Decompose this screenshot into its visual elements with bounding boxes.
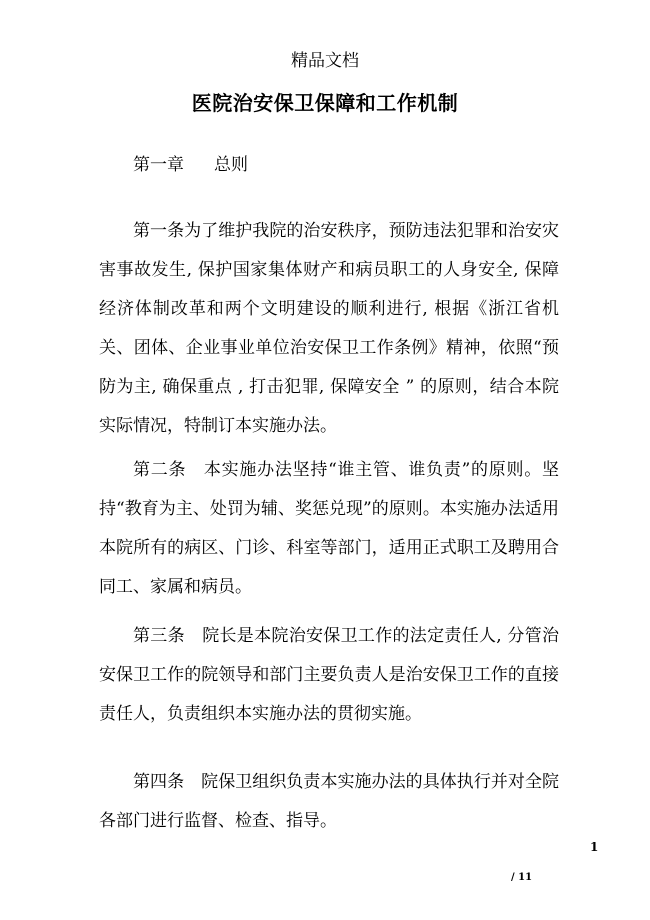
article-1 — [99, 212, 559, 446]
chapter-heading — [133, 150, 248, 175]
article-4 — [99, 763, 559, 841]
page-header: 精品文档 — [291, 51, 359, 71]
article-text: 第二条 本实施办法坚持“谁主管、谁负责”的原则。坚持“教育为主、处罚为辅、奖惩兑现”的原则。本实施办法适用本院所有的病区、门诊、科室等部门，适用正式职工及聘用合同工、家属和病员。 — [99, 460, 559, 597]
article-text: 第一条为了维护我院的治安秩序，预防违法犯罪和治安灾害事故发生, 保护国家集体财产和病员职工的人身安全, 保障经济体制改革和两个文明建设的顺利进行, 根据《浙江省机关、团体、企业事业单位治安保卫工作条例》精神，依照“预防为主, 确保重点 , 打击犯罪, 保障安全 ” 的原则，结合本院实际情况，特制订本实施办法。 — [99, 221, 559, 436]
article-3 — [99, 617, 559, 734]
article-text: 第三条 院长是本院治安保卫工作的法定责任人, 分管治安保卫工作的院领导和部门主要负责人是治安保卫工作的直接责任人，负责组织本实施办法的贯彻实施。 — [99, 626, 559, 724]
article-2 — [99, 451, 559, 607]
chapter-name: 总则 — [214, 155, 248, 175]
page-number: 1 — [590, 840, 599, 854]
page-count: / 11 — [511, 872, 533, 883]
article-text: 第四条 院保卫组织负责本实施办法的具体执行并对全院各部门进行监督、检查、指导。 — [99, 772, 559, 831]
document-title: 医院治安保卫保障和工作机制 — [191, 91, 459, 115]
chapter-number: 第一章 — [133, 155, 184, 175]
